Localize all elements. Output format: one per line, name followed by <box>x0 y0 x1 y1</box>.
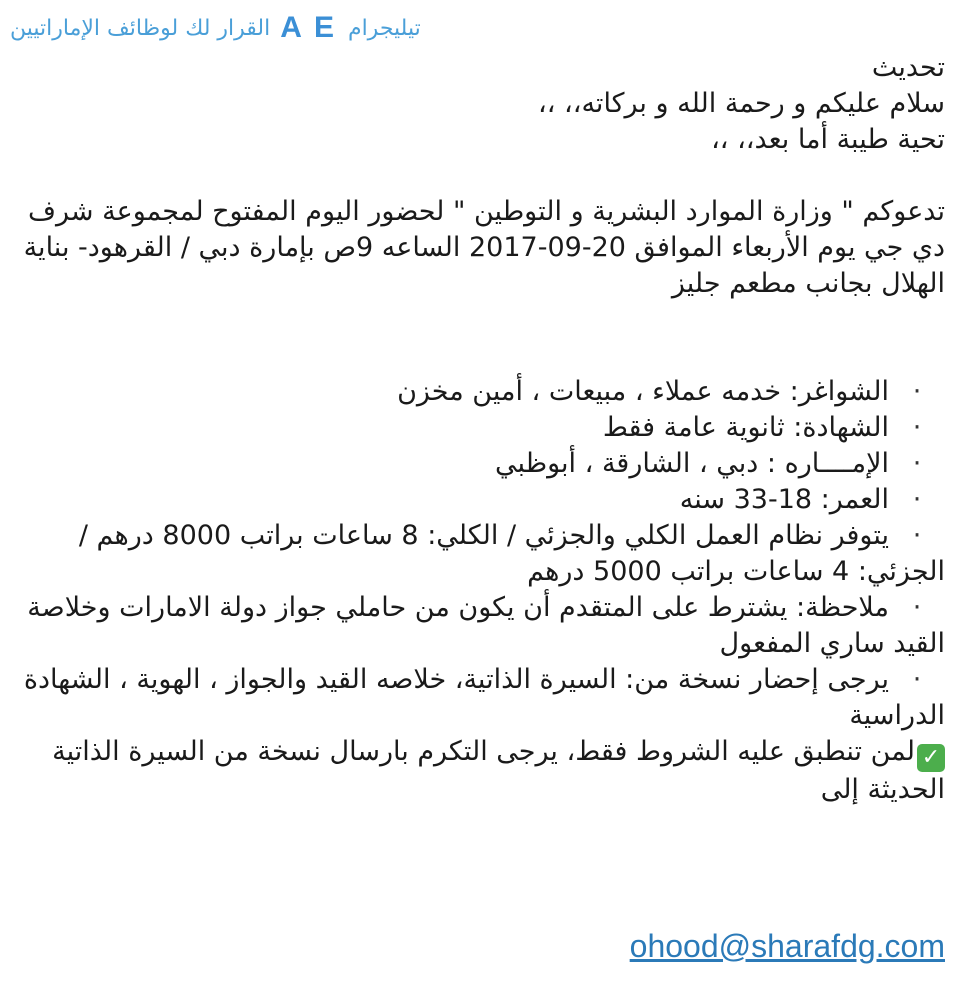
bullet-dot: · <box>912 664 922 695</box>
message-body <box>22 50 945 808</box>
bullet-item-certificate <box>22 410 945 446</box>
spacer <box>22 302 945 374</box>
bullet-dot: · <box>912 520 922 551</box>
bullet-item-age <box>22 482 945 518</box>
logo-letter-a: A <box>280 11 304 44</box>
greeting-line-2: تحية طيبة أما بعد،، ،، <box>711 124 945 155</box>
bullet-text: يتوفر نظام العمل الكلي والجزئي / الكلي: 8 ساعات براتب 8000 درهم / الجزئي: 4 ساعات براتب 5000 درهم <box>78 520 945 587</box>
closing-text: لمن تنطبق عليه الشروط فقط، يرجى التكرم بارسال نسخة من السيرة الذاتية الحديثة إلى <box>52 736 945 805</box>
bullet-item-note <box>22 590 945 662</box>
email-row <box>22 928 945 965</box>
update-label: تحديث <box>871 52 945 83</box>
bullet-dot: · <box>912 484 922 515</box>
bullet-text: يرجى إحضار نسخة من: السيرة الذاتية، خلاصه القيد والجواز ، الهوية ، الشهادة الدراسية <box>23 664 945 731</box>
bullet-text: ملاحظة: يشترط على المتقدم أن يكون من حاملي جواز دولة الامارات وخلاصة القيد ساري المفعول <box>27 592 945 659</box>
closing-paragraph <box>22 734 945 808</box>
bullet-dot: · <box>912 592 922 623</box>
bullet-dot: · <box>912 376 922 407</box>
greeting-line-1: سلام عليكم و رحمة الله و بركاته،، ،، <box>538 88 945 119</box>
check-mark-icon: ✓ <box>917 744 945 772</box>
bullet-item-documents <box>22 662 945 734</box>
bullet-item-work-system <box>22 518 945 590</box>
bullet-dot: · <box>912 448 922 479</box>
bullet-text: العمر: 18-33 سنه <box>679 484 889 515</box>
spacer <box>22 158 945 194</box>
message-header <box>10 8 969 48</box>
bullet-item-emirate <box>22 446 945 482</box>
bullet-item-vacancies <box>22 374 945 410</box>
bullet-text: الشواغر: خدمه عملاء ، مبيعات ، أمين مخزن <box>397 376 889 407</box>
bullet-dot: · <box>912 412 922 443</box>
invitation-paragraph: تدعوكم " وزارة الموارد البشرية و التوطين " لحضور اليوم المفتوح لمجموعة شرف دي جي يوم الأربعاء الموافق 20-09-2017 الساعه 9ص بإمارة دبي / القرهود- بناية الهلال بجانب مطعم جليز <box>23 196 945 299</box>
logo-letter-e: E <box>313 11 336 44</box>
author-name[interactable]: تيليجرام <box>347 15 421 41</box>
bullet-text: الإمــــاره : دبي ، الشارقة ، أبوظبي <box>494 448 889 479</box>
channel-name[interactable]: القرار لك لوظائف الإماراتيين <box>10 15 271 41</box>
email-link[interactable]: ohood@sharafdg.com <box>629 928 945 964</box>
channel-logo <box>280 11 336 45</box>
bullet-text: الشهادة: ثانوية عامة فقط <box>602 412 889 443</box>
